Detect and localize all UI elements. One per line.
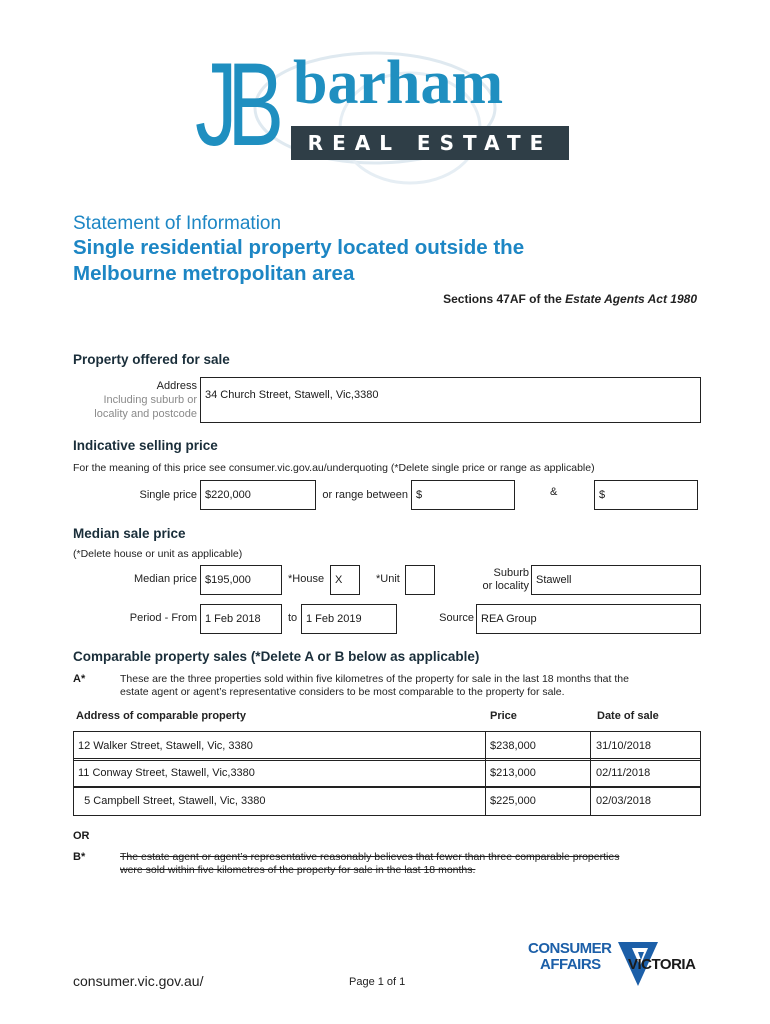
row-date: 31/10/2018 (596, 740, 652, 752)
suburb-label-1: Suburb (493, 567, 529, 579)
col-price-header: Price (490, 710, 517, 722)
source-value: REA Group (481, 613, 537, 625)
source-field[interactable] (476, 604, 701, 634)
median-price-field[interactable] (200, 565, 282, 595)
row-price: $238,000 (490, 740, 536, 752)
doc-title-line2: Melbourne metropolitan area (73, 262, 355, 285)
address-label: Address (156, 380, 197, 392)
logo-jb: JB (195, 39, 274, 171)
option-b-text-2: were sold within five kilometres of the property for sale in the last 18 months. (120, 864, 476, 876)
single-price-label: Single price (139, 489, 197, 501)
row-price: $213,000 (490, 767, 536, 779)
option-a-marker: A* (73, 673, 86, 685)
median-note: (*Delete house or unit as applicable) (73, 548, 243, 560)
property-heading: Property offered for sale (73, 352, 230, 367)
doc-kicker: Statement of Information (73, 213, 282, 234)
address-field[interactable] (200, 377, 701, 423)
house-label: *House (288, 573, 325, 585)
footer-url[interactable]: consumer.vic.gov.au/ (73, 973, 204, 989)
table-row[interactable] (73, 786, 701, 816)
option-b-marker: B* (73, 851, 86, 863)
period-label: Period - From (129, 612, 197, 624)
address-sublabel-2: locality and postcode (94, 408, 197, 420)
col-date-header: Date of sale (597, 710, 659, 722)
median-heading: Median sale price (73, 526, 186, 541)
unit-checkbox[interactable] (405, 565, 435, 595)
single-price-field[interactable] (200, 480, 316, 510)
range-to-field[interactable] (594, 480, 698, 510)
single-price-value: $220,000 (205, 489, 251, 501)
period-to-value: 1 Feb 2019 (306, 613, 362, 625)
cav-line2: AFFAIRS (540, 956, 601, 973)
jb-barham-logo (195, 38, 575, 188)
sections-act: Estate Agents Act 1980 (565, 292, 697, 306)
or-label: OR (73, 830, 90, 842)
period-to-field[interactable] (301, 604, 397, 634)
option-a-text-2: estate agent or agent’s representative considers to be most comparable to the property for sale. (120, 686, 565, 698)
suburb-label-2: or locality (482, 580, 529, 592)
logo-barham: barham (293, 49, 504, 117)
col-address-header: Address of comparable property (76, 710, 246, 722)
range-from-value: $ (416, 489, 423, 501)
period-from-value: 1 Feb 2018 (205, 613, 261, 625)
range-from-field[interactable] (411, 480, 515, 510)
cav-line1: CONSUMER (528, 940, 612, 957)
house-checkbox[interactable] (330, 565, 360, 595)
range-amp: & (550, 486, 558, 498)
table-row[interactable] (73, 731, 701, 761)
option-a-text-1: These are the three properties sold within five kilometres of the property for sale in the last 18 months that the (120, 673, 629, 685)
doc-title-line1: Single residential property located outside the (73, 236, 525, 259)
price-note: For the meaning of this price see consumer.vic.gov.au/underquoting (*Delete single price or range as applicable) (73, 462, 595, 474)
cav-line3: VICTORIA (628, 956, 696, 973)
address-sublabel-1: Including suburb or (103, 394, 197, 406)
option-b-text-1: The estate agent or agent’s representative reasonably believes that fewer than three comparable properties (120, 851, 620, 863)
suburb-value: Stawell (536, 574, 572, 586)
sections-prefix: Sections 47AF of the (443, 292, 566, 306)
row-address: 12 Walker Street, Stawell, Vic, 3380 (78, 740, 253, 752)
table-row[interactable] (73, 758, 701, 788)
price-heading: Indicative selling price (73, 438, 218, 453)
row-date: 02/11/2018 (596, 767, 651, 779)
consumer-affairs-victoria-logo (528, 940, 703, 988)
median-price-value: $195,000 (205, 574, 251, 586)
row-date: 02/03/2018 (596, 795, 652, 807)
comparable-heading: Comparable property sales (*Delete A or B below as applicable) (73, 649, 480, 664)
range-label: or range between (322, 489, 408, 501)
suburb-field[interactable] (531, 565, 701, 595)
row-price: $225,000 (490, 795, 536, 807)
range-to-value: $ (599, 489, 606, 501)
median-price-label: Median price (134, 573, 197, 585)
to-label: to (288, 612, 298, 624)
logo-real-estate: REAL ESTATE (307, 131, 553, 155)
page-number: Page 1 of 1 (349, 976, 406, 988)
row-address: 11 Conway Street, Stawell, Vic,3380 (78, 767, 255, 779)
sections-line (443, 292, 697, 306)
source-label: Source (439, 612, 474, 624)
address-value: 34 Church Street, Stawell, Vic,3380 (205, 389, 379, 401)
house-value: X (335, 574, 343, 586)
unit-label: *Unit (376, 573, 400, 585)
logo-real-estate-bar (291, 126, 569, 160)
row-address: 5 Campbell Street, Stawell, Vic, 3380 (78, 795, 266, 807)
period-from-field[interactable] (200, 604, 282, 634)
